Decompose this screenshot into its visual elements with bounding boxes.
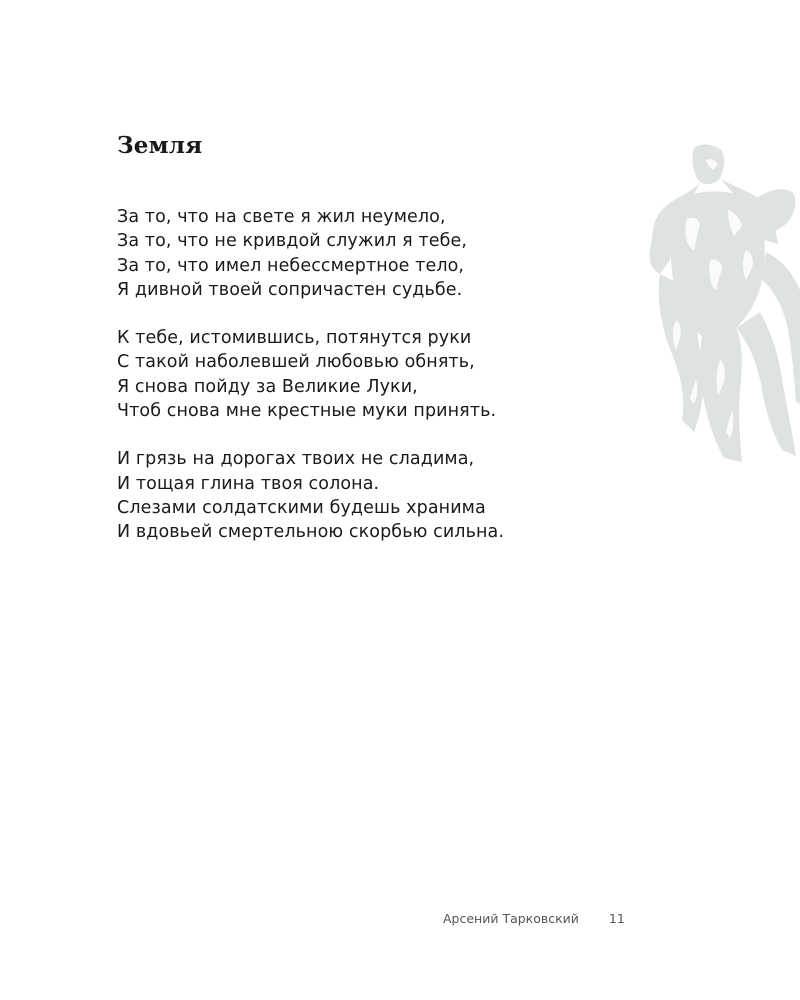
poem-line: И тощая глина твоя солона. [117, 473, 380, 494]
soldier-monument-icon [636, 140, 800, 465]
poem-line: За то, что имел небессмертное тело, [117, 255, 465, 276]
page-title: Земля [117, 132, 203, 159]
page-number: 11 [608, 911, 625, 926]
stanza-1 [117, 205, 637, 302]
stanza-2 [117, 326, 637, 423]
stanza-3 [117, 447, 637, 544]
poem-line: И вдовьей смертельною скорбью сильна. [117, 522, 505, 543]
poem-line: Чтоб снова мне крестные муки принять. [117, 401, 497, 422]
poem [117, 205, 637, 569]
poem-line: И грязь на дорогах твоих не сладима, [117, 449, 475, 470]
poem-line: Я снова пойду за Великие Луки, [117, 376, 418, 397]
poem-line: С такой наболевшей любовью обнять, [117, 352, 475, 373]
footer-author: Арсений Тарковский [443, 911, 579, 926]
poem-line: К тебе, истомившись, потянутся руки [117, 328, 472, 349]
poem-line: За то, что на свете я жил неумело, [117, 207, 446, 227]
poem-line: Слезами солдатскими будешь хранима [117, 497, 486, 518]
poem-line: Я дивной твоей сопричастен судьбе. [117, 279, 463, 300]
page-footer [443, 910, 625, 928]
poem-line: За то, что не кривдой служил я тебе, [117, 231, 468, 252]
